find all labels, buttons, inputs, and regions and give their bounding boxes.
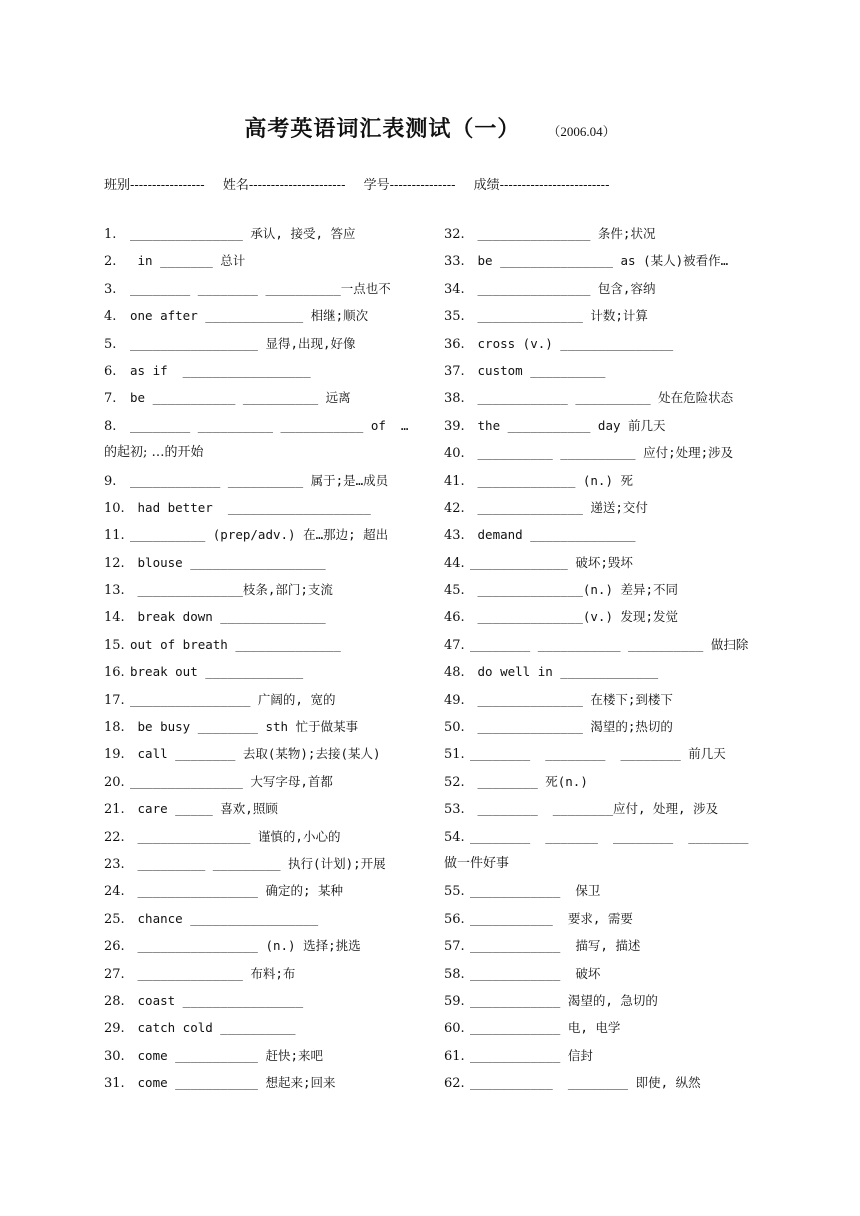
question-number: 7. (104, 391, 117, 407)
question-item (444, 991, 774, 1018)
question-number: 55. (444, 884, 465, 900)
question-text: ____________ 描写, 描述 (470, 938, 641, 954)
question-text: _________ _________ 执行(计划);开展 (130, 855, 386, 871)
question-item (444, 306, 774, 333)
question-item (104, 744, 434, 771)
question-text: out of breath ______________ (130, 636, 341, 652)
question-text: _______________ 包含,容纳 (470, 280, 656, 296)
question-item (104, 1018, 434, 1045)
question-number: 17. (104, 692, 125, 708)
question-item (444, 553, 774, 580)
question-item (104, 635, 434, 662)
question-item (444, 964, 774, 991)
question-text: break out _____________ (130, 664, 304, 680)
question-number: 6. (104, 363, 117, 379)
question-text: one after _____________ 相继;顺次 (130, 308, 369, 324)
question-number: 3. (104, 281, 117, 297)
student-number-field: 学号--------------- (363, 178, 456, 193)
question-item (444, 251, 774, 278)
question-number: 21. (104, 802, 125, 818)
question-text: come ___________ 想起来;回来 (130, 1075, 336, 1091)
question-number: 49. (444, 692, 465, 708)
question-text: ____________ 渴望的, 急切的 (470, 992, 658, 1008)
question-number: 60. (444, 1021, 465, 1037)
question-text: ____________ __________ 属于;是…成员 (130, 472, 389, 488)
question-number: 48. (444, 665, 465, 681)
question-text: ___________ 要求, 需要 (470, 910, 633, 926)
question-text: catch cold __________ (130, 1020, 296, 1036)
question-number: 5. (104, 336, 117, 352)
question-item (444, 525, 774, 552)
question-continuation (104, 443, 434, 470)
question-number: 53. (444, 802, 465, 818)
question-number: 4. (104, 309, 117, 325)
question-text: ____________ 信封 (470, 1047, 593, 1063)
question-text: as if _________________ (130, 362, 311, 378)
test-date: （2006.04） (547, 124, 616, 139)
question-text: ________ ___________ __________ 做扫除 (470, 636, 749, 652)
question-item (104, 580, 434, 607)
question-number: 26. (104, 939, 125, 955)
question-text: ______________ 在楼下;到楼下 (470, 691, 673, 707)
question-number: 40. (444, 446, 465, 462)
question-number: 18. (104, 720, 125, 736)
question-number: 28. (104, 993, 125, 1009)
question-text: ____________ 电, 电学 (470, 1020, 621, 1036)
question-item (444, 662, 774, 689)
question-text: _______________ 谨慎的,小心的 (130, 828, 341, 844)
question-text: _____________ (n.) 死 (470, 472, 634, 488)
question-number: 20. (104, 774, 125, 790)
question-item (444, 1073, 774, 1100)
question-text: demand ______________ (470, 527, 636, 543)
question-item (444, 1046, 774, 1073)
question-item (104, 251, 434, 278)
question-text: ________ ________ __________一点也不 (130, 280, 391, 296)
question-item (104, 909, 434, 936)
question-item (104, 525, 434, 552)
question-item (444, 580, 774, 607)
question-text: _____________ 破坏;毁坏 (470, 554, 633, 570)
question-text: ____________ 保卫 (470, 883, 601, 899)
question-number: 47. (444, 637, 465, 653)
question-item (104, 498, 434, 525)
question-text: _________________ 显得,出现,好像 (130, 335, 356, 351)
question-item (104, 854, 434, 881)
question-item (444, 443, 774, 470)
name-field: 姓名---------------------- (222, 178, 346, 193)
question-number: 33. (444, 254, 465, 270)
class-field: 班别----------------- (104, 178, 205, 193)
question-text: 做一件好事 (444, 855, 510, 871)
question-number: 58. (444, 966, 465, 982)
question-number: 25. (104, 911, 125, 927)
question-text: ________________ 广阔的, 宽的 (130, 691, 336, 707)
question-text: ________ __________ ___________ of … (130, 417, 409, 433)
question-item (444, 717, 774, 744)
question-text: 的起初; …的开始 (104, 445, 204, 461)
question-number: 1. (104, 227, 117, 242)
question-number: 16. (104, 665, 125, 681)
question-text: custom __________ (470, 362, 606, 378)
question-number: 51. (444, 747, 465, 763)
question-number: 37. (444, 363, 465, 379)
question-text: ________ 死(n.) (470, 773, 588, 789)
question-number: 41. (444, 473, 465, 489)
question-column-left (104, 224, 434, 1101)
question-item (444, 744, 774, 771)
question-number: 32. (444, 227, 465, 242)
question-number: 38. (444, 391, 465, 407)
question-item (444, 635, 774, 662)
question-item (104, 361, 434, 388)
question-item (444, 498, 774, 525)
question-number: 27. (104, 966, 125, 982)
question-text: ______________ 布料;布 (130, 965, 296, 981)
question-text: ______________(v.) 发现;发觉 (470, 609, 679, 625)
question-text: ________ ________ ________ 前几天 (470, 746, 726, 762)
question-number: 36. (444, 336, 465, 352)
question-item (104, 799, 434, 826)
question-item (444, 690, 774, 717)
question-number: 35. (444, 309, 465, 325)
question-text: be ___________ __________ 远离 (130, 390, 351, 406)
question-number: 30. (104, 1048, 125, 1064)
question-item (104, 388, 434, 415)
question-number: 50. (444, 720, 465, 736)
question-item (104, 416, 434, 443)
question-continuation (444, 854, 774, 881)
question-item (104, 936, 434, 963)
question-number: 11. (104, 528, 125, 544)
question-number: 12. (104, 555, 125, 571)
question-text: cross (v.) _______________ (470, 335, 674, 351)
question-item (104, 1046, 434, 1073)
question-number: 57. (444, 939, 465, 955)
question-item (104, 991, 434, 1018)
question-text: ____________ 破坏 (470, 965, 601, 981)
question-number: 44. (444, 555, 465, 571)
question-text: ______________(n.) 差异;不同 (470, 582, 679, 598)
question-text: ______________ 渴望的;热切的 (470, 719, 673, 735)
question-text: _______________ 大写字母,首都 (130, 773, 333, 789)
student-info-line (104, 174, 623, 193)
question-text: ____________ __________ 处在危险状态 (470, 390, 734, 406)
question-text: had better ___________________ (130, 499, 371, 515)
question-number: 42. (444, 500, 465, 516)
question-text: be busy ________ sth 忙于做某事 (130, 719, 359, 735)
question-item (104, 607, 434, 634)
question-item (444, 416, 774, 443)
question-text: _______________ 承认, 接受, 答应 (130, 226, 356, 241)
question-number: 14. (104, 610, 125, 626)
question-item (444, 471, 774, 498)
question-item (444, 279, 774, 306)
question-item (444, 607, 774, 634)
score-field: 成绩------------------------- (473, 178, 610, 193)
question-item (104, 224, 434, 251)
question-number: 61. (444, 1048, 465, 1064)
title-block (0, 112, 860, 143)
question-item (444, 909, 774, 936)
question-number: 2. (104, 254, 117, 270)
question-number: 10. (104, 500, 125, 516)
question-number: 22. (104, 829, 125, 845)
question-text: in _______ 总计 (130, 253, 246, 269)
question-item (444, 361, 774, 388)
question-item (444, 827, 774, 854)
question-item (444, 1018, 774, 1045)
question-number: 13. (104, 583, 125, 599)
question-text: care _____ 喜欢,照顾 (130, 801, 278, 817)
question-number: 54. (444, 829, 465, 845)
question-number: 45. (444, 583, 465, 599)
question-text: come ___________ 赶快;来吧 (130, 1047, 323, 1063)
question-item (104, 827, 434, 854)
question-text: coast ________________ (130, 992, 304, 1008)
question-text: do well in _____________ (470, 664, 659, 680)
question-number: 15. (104, 637, 125, 653)
question-number: 59. (444, 993, 465, 1009)
question-item (104, 553, 434, 580)
question-text: blouse __________________ (130, 554, 326, 570)
question-text: ________ ________应付, 处理, 涉及 (470, 801, 719, 817)
question-text: break down ______________ (130, 609, 326, 625)
question-text: ______________ 递送;交付 (470, 499, 648, 515)
question-text: __________ (prep/adv.) 在…那边; 超出 (130, 527, 389, 543)
question-number: 23. (104, 856, 125, 872)
question-item (104, 690, 434, 717)
question-number: 34. (444, 281, 465, 297)
question-number: 39. (444, 418, 465, 434)
question-number: 52. (444, 774, 465, 790)
question-item (444, 881, 774, 908)
question-item (104, 881, 434, 908)
question-number: 62. (444, 1076, 465, 1092)
question-item (444, 772, 774, 799)
question-text: _______________ 条件;状况 (470, 226, 656, 241)
question-text: ______________枝条,部门;支流 (130, 582, 333, 598)
question-item (444, 799, 774, 826)
question-item (104, 306, 434, 333)
question-text: ___________ ________ 即使, 纵然 (470, 1075, 701, 1091)
question-item (104, 717, 434, 744)
question-text: ________________ (n.) 选择;挑选 (130, 938, 361, 954)
question-item (104, 964, 434, 991)
question-number: 8. (104, 418, 117, 434)
page-title: 高考英语词汇表测试（一） (244, 116, 521, 142)
question-number: 19. (104, 747, 125, 763)
question-number: 56. (444, 911, 465, 927)
question-number: 24. (104, 884, 125, 900)
question-item (104, 662, 434, 689)
question-text: be _______________ as (某人)被看作… (470, 253, 729, 269)
question-text: chance _________________ (130, 910, 319, 926)
question-item (444, 936, 774, 963)
question-number: 46. (444, 610, 465, 626)
question-item (104, 471, 434, 498)
question-text: the ___________ day 前几天 (470, 417, 666, 433)
question-item (444, 224, 774, 251)
question-number: 29. (104, 1021, 125, 1037)
question-item (104, 1073, 434, 1100)
question-text: __________ __________ 应付;处理;涉及 (470, 445, 734, 461)
question-item (104, 279, 434, 306)
question-text: ______________ 计数;计算 (470, 308, 648, 324)
question-item (444, 334, 774, 361)
question-number: 31. (104, 1076, 125, 1092)
question-item (104, 772, 434, 799)
question-number: 43. (444, 528, 465, 544)
question-number: 9. (104, 473, 117, 489)
question-text: ________________ 确定的; 某种 (130, 883, 344, 899)
question-item (104, 334, 434, 361)
question-item (444, 388, 774, 415)
question-text: ________ _______ ________ ________ (470, 828, 749, 844)
question-column-right (444, 224, 774, 1101)
question-text: call ________ 去取(某物);去接(某人) (130, 746, 381, 762)
